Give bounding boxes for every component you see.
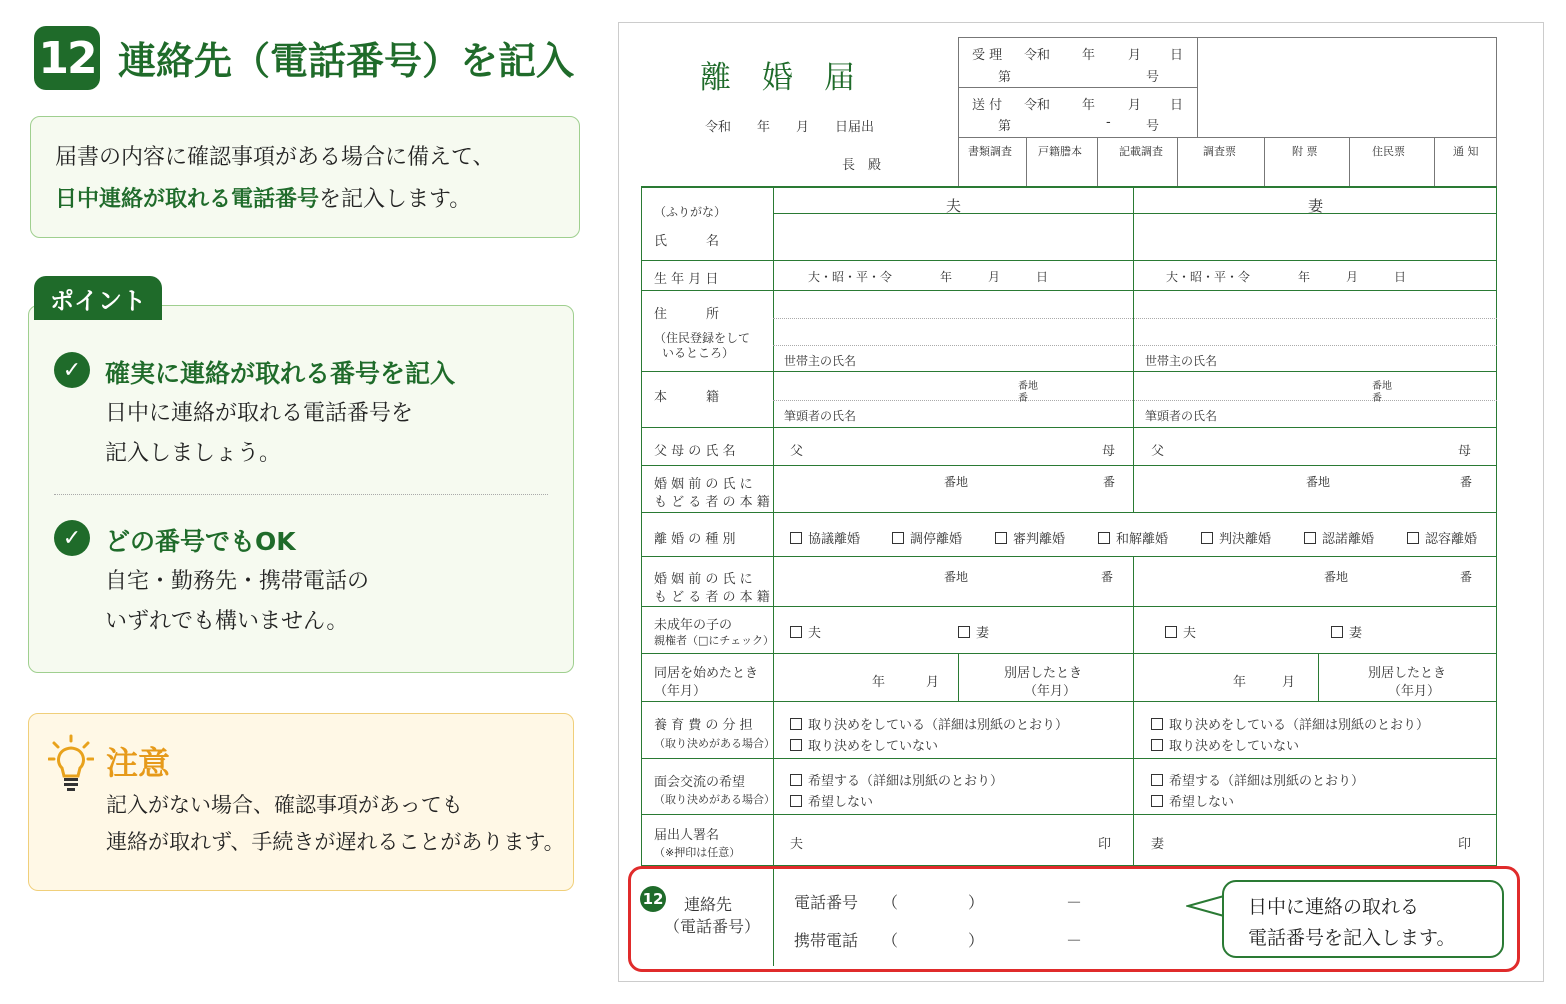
checkbox[interactable]	[790, 739, 802, 751]
phone-paren-left: （	[882, 893, 899, 912]
divorce-type-option[interactable]	[1304, 528, 1374, 547]
step-12-marker: 12	[640, 886, 666, 912]
send-dai: 第	[998, 119, 1012, 134]
option-text: 取り決めをしている（詳細は別紙のとおり）	[808, 718, 1069, 733]
wife-mother: 母	[1458, 444, 1472, 459]
divorce-type-label-text: 認諾離婚	[1322, 532, 1375, 547]
divorce-type-label-text: 判決離婚	[1219, 532, 1272, 547]
husband-return-banchi: 番地	[944, 475, 969, 489]
option-text: 希望しない	[1169, 795, 1235, 810]
option-text: 希望する（詳細は別紙のとおり）	[1169, 774, 1365, 789]
contact-label-1: 連絡先	[684, 895, 733, 914]
page-title: 連絡先（電話番号）を記入	[118, 39, 575, 83]
receipt-go: 号	[1146, 70, 1160, 85]
divorce-type-label: 離 婚 の 種 別	[654, 532, 736, 547]
checkbox[interactable]	[1201, 532, 1213, 544]
option-text: 取り決めをしている（詳細は別紙のとおり）	[1169, 718, 1430, 733]
form-date-line: 令和 年 月 日届出	[705, 120, 875, 135]
send-day: 日	[1170, 98, 1184, 113]
minor-husband-option[interactable]	[790, 622, 821, 641]
wife-seal: 印	[1458, 837, 1472, 852]
checkbox[interactable]	[1098, 532, 1110, 544]
divorce-type-label-text: 審判離婚	[1013, 532, 1066, 547]
visit-option-b[interactable]	[1151, 791, 1234, 810]
contact-label-2: （電話番号）	[664, 917, 761, 936]
visit-label-2: （取り決めがある場合）	[654, 793, 775, 806]
address-note2: いるところ）	[662, 346, 735, 360]
point-heading-2: どの番号でもOK	[105, 527, 296, 556]
checkbox[interactable]	[1151, 718, 1163, 730]
husband-mother: 母	[1102, 444, 1116, 459]
wife-return-ban: 番	[1460, 475, 1473, 489]
sep-label-2: （年月）	[1024, 684, 1077, 699]
checkbox[interactable]	[790, 795, 802, 807]
divorce-type-option[interactable]	[1201, 528, 1271, 547]
callout-line2: 電話番号を記入します。	[1248, 927, 1456, 949]
sep-label-1: 別居したとき	[1004, 666, 1083, 681]
husband-return2-banchi: 番地	[944, 570, 969, 584]
wife-return2-ban: 番	[1460, 570, 1473, 584]
phone-label: 電話番号	[794, 893, 859, 912]
callout-line1: 日中に連絡の取れる	[1248, 896, 1420, 918]
check-cell: 書類調査	[968, 145, 1012, 158]
husband-header: 夫	[946, 197, 962, 215]
send-dash: -	[1106, 115, 1111, 130]
wife-ban: 番	[1372, 393, 1382, 404]
intro-highlight: 日中連絡が取れる電話番号	[55, 187, 320, 212]
option-text: 取り決めをしていない	[808, 739, 939, 754]
checkbox[interactable]	[892, 532, 904, 544]
support-option-a[interactable]	[1151, 714, 1429, 733]
point-text-2-line1: 自宅・勤務先・携帯電話の	[105, 569, 370, 594]
checkbox[interactable]	[1331, 626, 1343, 638]
visit-option-a[interactable]	[790, 770, 1003, 789]
address-note1: （住民登録をして	[654, 331, 751, 345]
support-option-b[interactable]	[1151, 735, 1299, 754]
callout-bubble	[1222, 880, 1504, 958]
check-icon: ✓	[54, 520, 90, 556]
check-cell: 附 票	[1292, 145, 1318, 158]
sign-husband: 夫	[790, 837, 804, 852]
divider	[54, 494, 548, 495]
wife-householder: 世帯主の氏名	[1145, 354, 1218, 368]
husband-return-ban: 番	[1103, 475, 1116, 489]
furigana-label: （ふりがな）	[654, 205, 727, 219]
sep-label-1b: 別居したとき	[1368, 666, 1447, 681]
point-text-2	[105, 562, 369, 642]
cohab-month-2: 月	[1282, 675, 1296, 690]
sep-label-2b: （年月）	[1388, 684, 1441, 699]
mobile-label: 携帯電話	[794, 931, 859, 950]
visit-option-a[interactable]	[1151, 770, 1364, 789]
husband-father: 父	[790, 444, 804, 459]
receipt-year: 年	[1082, 48, 1096, 63]
husband-ban: 番	[1018, 393, 1028, 404]
checkbox[interactable]	[790, 718, 802, 730]
check-icon: ✓	[54, 352, 90, 388]
checkbox[interactable]	[1407, 532, 1419, 544]
wife-birth: 大・昭・平・令 年 月 日	[1166, 270, 1407, 284]
return2-label-1: 婚 姻 前 の 氏 に	[654, 572, 753, 587]
option-text: 取り決めをしていない	[1169, 739, 1300, 754]
option-text: 妻	[1349, 626, 1363, 641]
address-label: 住 所	[654, 307, 720, 322]
minor-husband-option[interactable]	[1165, 622, 1196, 641]
point-heading-1: 確実に連絡が取れる番号を記入	[105, 359, 456, 388]
point-text-1-line1: 日中に連絡が取れる電話番号を	[105, 401, 414, 426]
sign-wife: 妻	[1151, 837, 1165, 852]
caution-line1: 記入がない場合、確認事項があっても	[106, 793, 463, 817]
checkbox[interactable]	[790, 626, 802, 638]
receipt-dai: 第	[998, 70, 1012, 85]
return-label-2: も ど る 者 の 本 籍	[654, 495, 770, 510]
divorce-type-option[interactable]	[892, 528, 962, 547]
point-text-2-line2: いずれでも構いません。	[105, 609, 349, 634]
checkbox[interactable]	[1151, 774, 1163, 786]
divorce-type-label-text: 協議離婚	[808, 532, 861, 547]
send-month: 月	[1128, 98, 1142, 113]
option-text: 夫	[808, 626, 822, 641]
sign-label-1: 届出人署名	[654, 828, 720, 843]
checkbox[interactable]	[790, 774, 802, 786]
option-text: 夫	[1183, 626, 1197, 641]
parents-label: 父 母 の 氏 名	[654, 444, 736, 459]
minor-wife-option[interactable]	[1331, 622, 1362, 641]
mobile-paren-left: （	[882, 931, 899, 950]
phone-dash: －	[1066, 893, 1083, 912]
birth-label: 生 年 月 日	[654, 272, 719, 287]
caution-title: 注意	[106, 744, 171, 782]
option-text: 妻	[976, 626, 990, 641]
name-label: 氏 名	[654, 234, 720, 249]
divorce-type-option[interactable]	[1098, 528, 1168, 547]
check-cell: 住民票	[1372, 145, 1405, 158]
mobile-dash: －	[1066, 931, 1083, 950]
wife-father: 父	[1151, 444, 1165, 459]
lightbulb-icon	[48, 734, 94, 792]
point-tag: ポイント	[34, 276, 162, 320]
husband-householder: 世帯主の氏名	[784, 354, 857, 368]
bubble-pointer	[1186, 892, 1226, 922]
caution-text	[106, 787, 565, 861]
husband-return2-ban: 番	[1101, 570, 1114, 584]
phone-paren-right: ）	[968, 893, 985, 912]
divorce-type-option[interactable]	[790, 528, 860, 547]
visit-option-b[interactable]	[790, 791, 873, 810]
option-text: 希望しない	[808, 795, 874, 810]
minor-label-1: 未成年の子の	[654, 618, 733, 633]
husband-birth: 大・昭・平・令 年 月 日	[808, 270, 1049, 284]
receipt-label: 受 理	[972, 48, 1003, 63]
point-text-1	[105, 394, 413, 474]
checkbox[interactable]	[790, 532, 802, 544]
wife-hittousha: 筆頭者の氏名	[1145, 409, 1218, 423]
wife-return-banchi: 番地	[1306, 475, 1331, 489]
checkbox[interactable]	[1304, 532, 1316, 544]
divorce-type-label-text: 調停離婚	[910, 532, 963, 547]
form-title: 離 婚 届	[700, 60, 855, 96]
checkbox[interactable]	[1165, 626, 1177, 638]
husband-seal: 印	[1098, 837, 1112, 852]
intro-box	[30, 116, 580, 238]
cohab-month: 月	[926, 675, 940, 690]
option-text: 希望する（詳細は別紙のとおり）	[808, 774, 1004, 789]
wife-banchi: 番地	[1372, 381, 1392, 392]
intro-line1: 届書の内容に確認事項がある場合に備えて、	[55, 145, 495, 170]
checkbox[interactable]	[958, 626, 970, 638]
support-option-b[interactable]	[790, 735, 938, 754]
return-label-1: 婚 姻 前 の 氏 に	[654, 477, 753, 492]
receipt-day: 日	[1170, 48, 1184, 63]
minor-wife-option[interactable]	[958, 622, 989, 641]
form-addressee: 長 殿	[842, 158, 882, 173]
visit-label-1: 面会交流の希望	[654, 775, 746, 790]
support-option-a[interactable]	[790, 714, 1068, 733]
send-label: 送 付	[972, 98, 1003, 113]
receipt-era: 令和	[1024, 48, 1051, 63]
cohab-label-1: 同居を始めたとき	[654, 666, 759, 681]
checkbox[interactable]	[1151, 795, 1163, 807]
check-cell: 通 知	[1453, 145, 1479, 158]
husband-hittousha: 筆頭者の氏名	[784, 409, 857, 423]
cohab-year-2: 年	[1233, 675, 1247, 690]
divorce-type-label-text: 認容離婚	[1425, 532, 1478, 547]
divorce-type-label-text: 和解離婚	[1116, 532, 1169, 547]
wife-header: 妻	[1308, 197, 1324, 215]
step-number-badge: 12	[34, 26, 100, 90]
husband-banchi: 番地	[1018, 381, 1038, 392]
minor-label-2: 親権者（□にチェック）	[654, 634, 775, 647]
caution-line2: 連絡が取れず、手続きが遅れることがあります。	[106, 830, 565, 854]
support-label-1: 養 育 費 の 分 担	[654, 718, 753, 733]
send-year: 年	[1082, 98, 1096, 113]
send-go: 号	[1146, 119, 1160, 134]
divorce-type-option[interactable]	[1407, 528, 1477, 547]
checkbox[interactable]	[1151, 739, 1163, 751]
support-label-2: （取り決めがある場合）	[654, 737, 775, 750]
cohab-label-2: （年月）	[654, 684, 707, 699]
cohab-year: 年	[872, 675, 886, 690]
mobile-paren-right: ）	[968, 931, 985, 950]
intro-line2: を記入します。	[319, 187, 472, 212]
send-era: 令和	[1024, 98, 1051, 113]
divorce-type-option[interactable]	[995, 528, 1065, 547]
checkbox[interactable]	[995, 532, 1007, 544]
honseki-label: 本 籍	[654, 390, 720, 405]
receipt-month: 月	[1128, 48, 1142, 63]
point-text-1-line2: 記入しましょう。	[105, 441, 282, 466]
return2-label-2: も ど る 者 の 本 籍	[654, 590, 770, 605]
wife-return2-banchi: 番地	[1324, 570, 1349, 584]
sign-label-2: （※押印は任意）	[654, 846, 741, 859]
check-cell: 記載調査	[1119, 145, 1163, 158]
check-cell: 戸籍謄本	[1038, 145, 1082, 158]
check-cell: 調査票	[1203, 145, 1236, 158]
